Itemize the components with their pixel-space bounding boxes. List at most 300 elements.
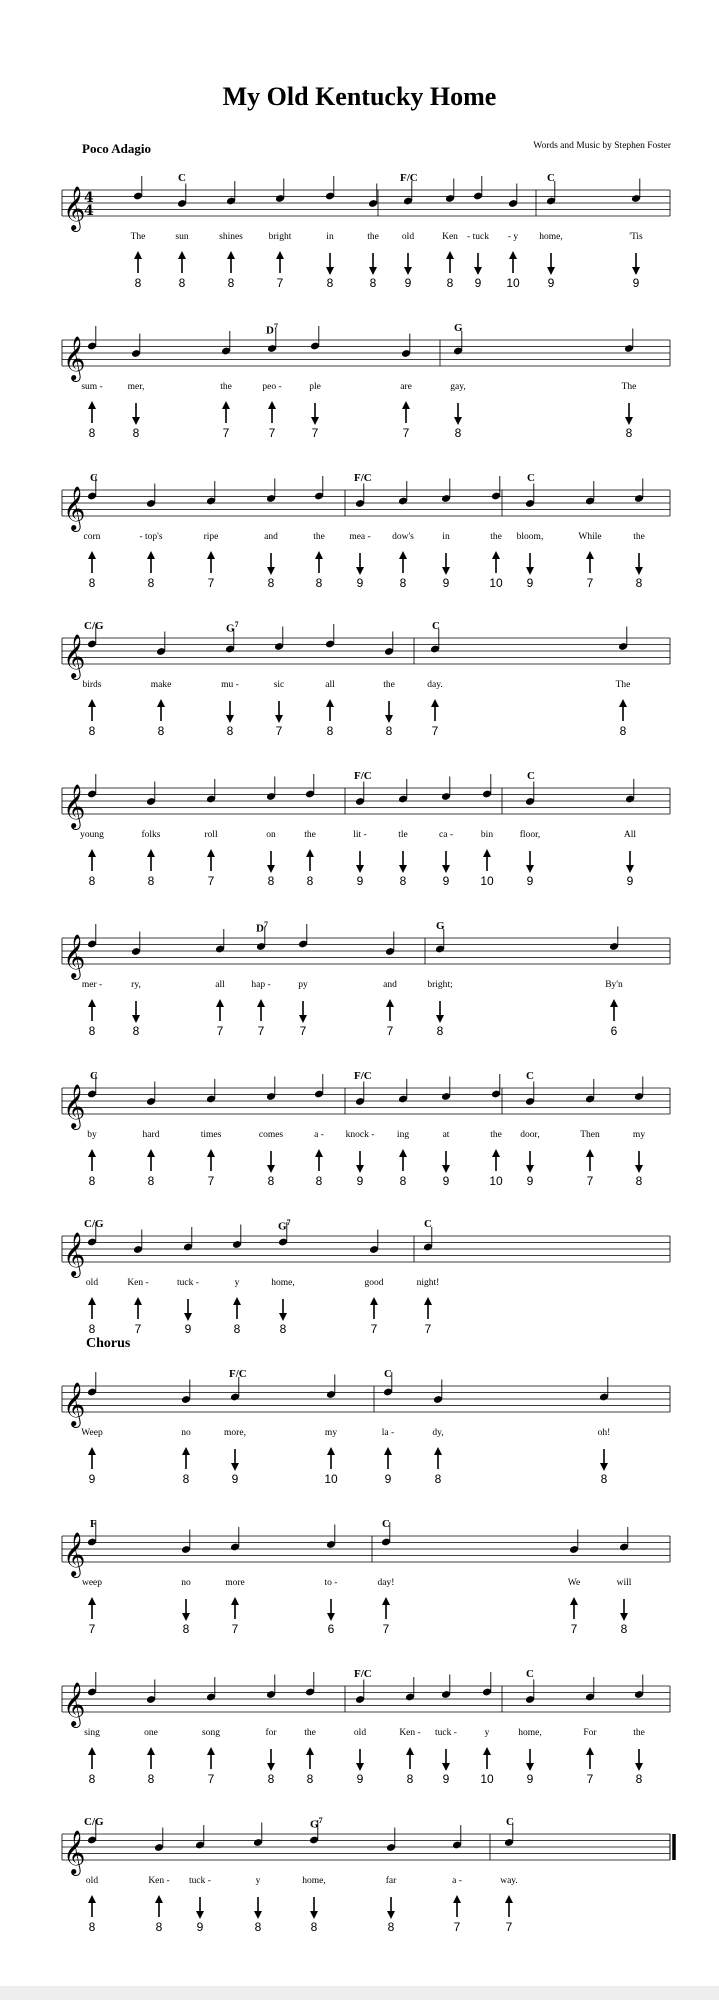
lyric-syllable: bright	[268, 232, 292, 242]
harmonica-hole-number: 7	[453, 1920, 461, 1934]
lyric-syllable: tuck -	[189, 1876, 211, 1886]
chord-symbol: C	[90, 472, 98, 484]
lyric-syllable: way.	[500, 1876, 518, 1886]
blow-arrow-icon	[306, 849, 314, 857]
time-signature: 4	[84, 190, 94, 206]
harmonica-hole-number: 8	[446, 276, 454, 290]
lyric-syllable: ple	[309, 382, 321, 392]
blow-arrow-icon	[370, 1297, 378, 1305]
staff-system	[0, 470, 719, 620]
staff-svg	[0, 470, 719, 620]
harmonica-hole-number: 9	[526, 1174, 534, 1188]
draw-arrow-icon	[231, 1463, 239, 1471]
chord-symbol: F/C	[354, 1070, 372, 1082]
harmonica-hole-number: 9	[474, 276, 482, 290]
time-signature: 4	[84, 203, 94, 219]
harmonica-hole-number: 8	[88, 1772, 96, 1786]
harmonica-hole-number: 7	[311, 426, 319, 440]
draw-arrow-icon	[526, 567, 534, 575]
harmonica-hole-number: 8	[88, 1024, 96, 1038]
staff-system	[0, 768, 719, 918]
treble-clef-icon: 𝄞	[63, 1830, 86, 1874]
blow-arrow-icon	[207, 1149, 215, 1157]
lyric-syllable: all	[215, 980, 225, 990]
blow-arrow-icon	[586, 551, 594, 559]
lyric-syllable: y	[234, 1278, 240, 1288]
blow-arrow-icon	[610, 999, 618, 1007]
draw-arrow-icon	[526, 865, 534, 873]
lyric-syllable: old	[353, 1728, 367, 1738]
blow-arrow-icon	[257, 999, 265, 1007]
lyric-syllable: ca -	[439, 830, 453, 840]
harmonica-hole-number: 8	[182, 1622, 190, 1636]
lyric-syllable: y	[255, 1876, 261, 1886]
harmonica-hole-number: 7	[586, 576, 594, 590]
harmonica-hole-number: 9	[196, 1920, 204, 1934]
draw-arrow-icon	[356, 567, 364, 575]
harmonica-hole-number: 7	[402, 426, 410, 440]
lyric-syllable: the	[383, 680, 395, 690]
lyric-syllable: dy,	[432, 1428, 444, 1438]
harmonica-hole-number: 7	[586, 1174, 594, 1188]
harmonica-hole-number: 8	[406, 1772, 414, 1786]
tempo-marking: Poco Adagio	[82, 141, 151, 156]
chord-symbol: F/C	[229, 1368, 247, 1380]
composer-credit: Words and Music by Stephen Foster	[533, 141, 671, 151]
harmonica-hole-number: 7	[257, 1024, 265, 1038]
harmonica-hole-number: 9	[526, 1772, 534, 1786]
draw-arrow-icon	[327, 1613, 335, 1621]
staff-svg	[0, 1814, 719, 1964]
draw-arrow-icon	[632, 267, 640, 275]
blow-arrow-icon	[453, 1895, 461, 1903]
harmonica-hole-number: 8	[620, 1622, 628, 1636]
draw-arrow-icon	[635, 1165, 643, 1173]
lyric-syllable: ripe	[203, 532, 219, 542]
lyric-syllable: - y	[507, 232, 519, 242]
lyric-syllable: sic	[273, 680, 285, 690]
blow-arrow-icon	[406, 1747, 414, 1755]
harmonica-hole-number: 8	[88, 874, 96, 888]
harmonica-hole-number: 8	[88, 426, 96, 440]
chord-symbol: C	[527, 472, 535, 484]
blow-arrow-icon	[88, 1747, 96, 1755]
harmonica-hole-number: 7	[586, 1772, 594, 1786]
lyric-syllable: the	[367, 232, 379, 242]
lyric-syllable: in	[442, 532, 450, 542]
lyric-syllable: one	[144, 1728, 158, 1738]
staff-system	[0, 918, 719, 1068]
lyric-syllable: will	[616, 1578, 632, 1588]
lyric-syllable: the	[490, 532, 502, 542]
lyric-syllable: py	[298, 980, 308, 990]
treble-clef-icon: 𝄞	[63, 1532, 86, 1576]
blow-arrow-icon	[384, 1447, 392, 1455]
lyric-syllable: la -	[381, 1428, 395, 1438]
harmonica-hole-number: 8	[600, 1472, 608, 1486]
lyric-syllable: the	[220, 382, 232, 392]
treble-clef-icon: 𝄞	[63, 784, 86, 828]
draw-arrow-icon	[310, 1911, 318, 1919]
blow-arrow-icon	[619, 699, 627, 707]
harmonica-hole-number: 9	[356, 1772, 364, 1786]
lyric-syllable: sing	[84, 1728, 100, 1738]
chord-symbol: G	[454, 322, 463, 334]
treble-clef-icon: 𝄞	[63, 1382, 86, 1426]
harmonica-hole-number: 9	[356, 1174, 364, 1188]
blow-arrow-icon	[306, 1747, 314, 1755]
draw-arrow-icon	[442, 1165, 450, 1173]
draw-arrow-icon	[356, 1165, 364, 1173]
lyric-syllable: day.	[427, 680, 443, 690]
lyric-syllable: Ken	[442, 232, 458, 242]
lyric-syllable: mu -	[221, 680, 239, 690]
chorus-label: Chorus	[86, 1336, 131, 1351]
staff-svg	[0, 618, 719, 768]
harmonica-hole-number: 9	[184, 1322, 192, 1336]
draw-arrow-icon	[442, 865, 450, 873]
harmonica-hole-number: 8	[306, 1772, 314, 1786]
draw-arrow-icon	[184, 1313, 192, 1321]
harmonica-hole-number: 8	[147, 1772, 155, 1786]
lyric-syllable: mer,	[127, 382, 145, 392]
draw-arrow-icon	[626, 865, 634, 873]
lyric-syllable: Then	[580, 1130, 600, 1140]
lyric-syllable: home,	[518, 1728, 542, 1738]
draw-arrow-icon	[369, 267, 377, 275]
chord-symbol: F/C	[400, 172, 418, 184]
draw-arrow-icon	[635, 1763, 643, 1771]
draw-arrow-icon	[267, 1165, 275, 1173]
harmonica-hole-number: 8	[369, 276, 377, 290]
blow-arrow-icon	[147, 1747, 155, 1755]
harmonica-hole-number: 8	[132, 1024, 140, 1038]
blow-arrow-icon	[586, 1149, 594, 1157]
lyric-syllable: in	[326, 232, 334, 242]
chord-symbol: $G^7$	[226, 620, 239, 635]
draw-arrow-icon	[404, 267, 412, 275]
harmonica-hole-number: 8	[326, 724, 334, 738]
chord-symbol: C	[547, 172, 555, 184]
chord-symbol: F/C	[354, 472, 372, 484]
harmonica-hole-number: 8	[619, 724, 627, 738]
lyric-syllable: no	[181, 1428, 191, 1438]
draw-arrow-icon	[254, 1911, 262, 1919]
lyric-syllable: more,	[224, 1428, 246, 1438]
lyric-syllable: hard	[142, 1130, 160, 1140]
draw-arrow-icon	[526, 1763, 534, 1771]
harmonica-hole-number: 7	[207, 874, 215, 888]
harmonica-hole-number: 8	[254, 1920, 262, 1934]
lyric-syllable: Ken -	[399, 1728, 421, 1738]
treble-clef-icon: 𝄞	[63, 186, 86, 230]
harmonica-hole-number: 8	[88, 1920, 96, 1934]
lyric-syllable: more	[225, 1578, 245, 1588]
staff-system	[0, 170, 719, 320]
harmonica-hole-number: 9	[442, 576, 450, 590]
lyric-syllable: comes	[258, 1130, 284, 1140]
draw-arrow-icon	[547, 267, 555, 275]
harmonica-hole-number: 10	[489, 1174, 503, 1188]
harmonica-hole-number: 7	[88, 1622, 96, 1636]
blow-arrow-icon	[178, 251, 186, 259]
harmonica-hole-number: 7	[207, 576, 215, 590]
harmonica-hole-number: 8	[625, 426, 633, 440]
treble-clef-icon: 𝄞	[63, 1232, 86, 1276]
chord-symbol: C/G	[84, 1218, 104, 1230]
harmonica-hole-number: 7	[386, 1024, 394, 1038]
harmonica-hole-number: 7	[570, 1622, 578, 1636]
lyric-syllable: tuck -	[177, 1278, 199, 1288]
blow-arrow-icon	[207, 551, 215, 559]
draw-arrow-icon	[454, 417, 462, 425]
chord-symbol: C	[526, 1070, 534, 1082]
footer-bar	[0, 1986, 719, 2000]
lyric-syllable: mea -	[349, 532, 371, 542]
draw-arrow-icon	[387, 1911, 395, 1919]
harmonica-hole-number: 8	[399, 874, 407, 888]
blow-arrow-icon	[134, 1297, 142, 1305]
blow-arrow-icon	[268, 401, 276, 409]
harmonica-hole-number: 7	[382, 1622, 390, 1636]
draw-arrow-icon	[526, 1165, 534, 1173]
draw-arrow-icon	[275, 715, 283, 723]
chord-symbol: C	[384, 1368, 392, 1380]
blow-arrow-icon	[155, 1895, 163, 1903]
lyric-syllable: birds	[82, 680, 102, 690]
lyric-syllable: folks	[141, 830, 161, 840]
chord-symbol: C	[90, 1070, 98, 1082]
lyric-syllable: 'Tis	[629, 232, 643, 242]
blow-arrow-icon	[431, 699, 439, 707]
harmonica-hole-number: 8	[306, 874, 314, 888]
draw-arrow-icon	[442, 567, 450, 575]
blow-arrow-icon	[386, 999, 394, 1007]
harmonica-hole-number: 8	[134, 276, 142, 290]
lyric-syllable: bright;	[427, 980, 453, 990]
treble-clef-icon: 𝄞	[63, 336, 86, 380]
lyric-syllable: bin	[480, 830, 494, 840]
lyric-syllable: ry,	[131, 980, 141, 990]
lyric-syllable: tle	[398, 830, 408, 840]
chord-symbol: C	[382, 1518, 390, 1530]
blow-arrow-icon	[227, 251, 235, 259]
lyric-syllable: shines	[219, 232, 243, 242]
harmonica-hole-number: 7	[424, 1322, 432, 1336]
staff-system	[0, 618, 719, 768]
chord-symbol: C/G	[84, 620, 104, 632]
lyric-syllable: By'n	[605, 980, 623, 990]
draw-arrow-icon	[267, 865, 275, 873]
staff-system	[0, 1366, 719, 1516]
lyric-syllable: roll	[204, 830, 218, 840]
blow-arrow-icon	[88, 999, 96, 1007]
draw-arrow-icon	[279, 1313, 287, 1321]
harmonica-hole-number: 8	[387, 1920, 395, 1934]
draw-arrow-icon	[635, 567, 643, 575]
harmonica-hole-number: 8	[267, 1174, 275, 1188]
lyric-syllable: all	[325, 680, 335, 690]
blow-arrow-icon	[315, 551, 323, 559]
lyric-syllable: old	[85, 1278, 99, 1288]
harmonica-hole-number: 9	[356, 576, 364, 590]
harmonica-hole-number: 8	[267, 1772, 275, 1786]
harmonica-hole-number: 8	[315, 576, 323, 590]
blow-arrow-icon	[147, 849, 155, 857]
blow-arrow-icon	[315, 1149, 323, 1157]
lyric-syllable: home,	[271, 1278, 295, 1288]
lyric-syllable: sun	[175, 232, 189, 242]
lyric-syllable: While	[578, 532, 602, 542]
treble-clef-icon: 𝄞	[63, 934, 86, 978]
draw-arrow-icon	[132, 417, 140, 425]
lyric-syllable: and	[264, 532, 278, 542]
harmonica-hole-number: 7	[231, 1622, 239, 1636]
staff-svg	[0, 1666, 719, 1816]
harmonica-hole-number: 9	[547, 276, 555, 290]
harmonica-hole-number: 8	[147, 576, 155, 590]
lyric-syllable: dow's	[392, 532, 414, 542]
lyric-syllable: the	[304, 1728, 316, 1738]
chord-symbol: C	[526, 1668, 534, 1680]
staff-svg	[0, 1516, 719, 1666]
lyric-syllable: - tuck	[467, 232, 489, 242]
lyric-syllable: the	[304, 830, 316, 840]
draw-arrow-icon	[356, 1763, 364, 1771]
harmonica-hole-number: 8	[227, 276, 235, 290]
treble-clef-icon: 𝄞	[63, 634, 86, 678]
lyric-syllable: gay,	[450, 382, 466, 392]
harmonica-hole-number: 9	[526, 874, 534, 888]
blow-arrow-icon	[88, 1895, 96, 1903]
chord-symbol: C	[527, 770, 535, 782]
lyric-syllable: a -	[452, 1876, 462, 1886]
harmonica-hole-number: 7	[275, 724, 283, 738]
lyric-syllable: my	[324, 1428, 338, 1438]
harmonica-hole-number: 10	[480, 1772, 494, 1786]
draw-arrow-icon	[311, 417, 319, 425]
lyric-syllable: times	[200, 1130, 222, 1140]
draw-arrow-icon	[132, 1015, 140, 1023]
harmonica-hole-number: 8	[399, 1174, 407, 1188]
lyric-syllable: home,	[539, 232, 563, 242]
lyric-syllable: day!	[377, 1578, 395, 1588]
draw-arrow-icon	[600, 1463, 608, 1471]
blow-arrow-icon	[483, 849, 491, 857]
harmonica-hole-number: 10	[506, 276, 520, 290]
lyric-syllable: bloom,	[516, 532, 544, 542]
lyric-syllable: The	[130, 232, 146, 242]
harmonica-hole-number: 8	[385, 724, 393, 738]
blow-arrow-icon	[509, 251, 517, 259]
staff-system	[0, 1068, 719, 1218]
song-title: My Old Kentucky Home	[222, 82, 497, 111]
blow-arrow-icon	[446, 251, 454, 259]
harmonica-hole-number: 7	[299, 1024, 307, 1038]
draw-arrow-icon	[474, 267, 482, 275]
harmonica-hole-number: 8	[233, 1322, 241, 1336]
harmonica-hole-number: 7	[207, 1174, 215, 1188]
lyric-syllable: peo -	[262, 382, 282, 392]
harmonica-hole-number: 7	[276, 276, 284, 290]
lyric-syllable: Weep	[81, 1428, 103, 1438]
harmonica-hole-number: 8	[635, 576, 643, 590]
lyric-syllable: old	[401, 232, 415, 242]
blow-arrow-icon	[402, 401, 410, 409]
lyric-syllable: knock -	[345, 1130, 375, 1140]
harmonica-hole-number: 8	[88, 724, 96, 738]
harmonica-hole-number: 9	[356, 874, 364, 888]
lyric-syllable: The	[615, 680, 631, 690]
lyric-syllable: old	[85, 1876, 99, 1886]
draw-arrow-icon	[267, 567, 275, 575]
draw-arrow-icon	[625, 417, 633, 425]
lyric-syllable: the	[490, 1130, 502, 1140]
blow-arrow-icon	[424, 1297, 432, 1305]
blow-arrow-icon	[147, 551, 155, 559]
harmonica-hole-number: 9	[88, 1472, 96, 1486]
blow-arrow-icon	[207, 849, 215, 857]
blow-arrow-icon	[492, 1149, 500, 1157]
draw-arrow-icon	[196, 1911, 204, 1919]
blow-arrow-icon	[570, 1597, 578, 1605]
harmonica-hole-number: 8	[182, 1472, 190, 1486]
lyric-syllable: lit -	[353, 830, 367, 840]
lyric-syllable: my	[632, 1130, 646, 1140]
harmonica-hole-number: 8	[454, 426, 462, 440]
lyric-syllable: the	[633, 532, 645, 542]
blow-arrow-icon	[88, 1597, 96, 1605]
harmonica-hole-number: 8	[226, 724, 234, 738]
harmonica-hole-number: 8	[315, 1174, 323, 1188]
harmonica-hole-number: 7	[268, 426, 276, 440]
lyric-syllable: home,	[302, 1876, 326, 1886]
harmonica-hole-number: 7	[216, 1024, 224, 1038]
lyric-syllable: the	[633, 1728, 645, 1738]
lyric-syllable: far	[385, 1876, 397, 1886]
harmonica-hole-number: 7	[134, 1322, 142, 1336]
harmonica-hole-number: 8	[155, 1920, 163, 1934]
draw-arrow-icon	[356, 865, 364, 873]
staff-system	[0, 1814, 719, 1964]
lyric-syllable: hap -	[251, 980, 271, 990]
staff-system	[0, 1516, 719, 1666]
treble-clef-icon: 𝄞	[63, 1084, 86, 1128]
harmonica-hole-number: 9	[626, 874, 634, 888]
harmonica-hole-number: 8	[399, 576, 407, 590]
chord-symbol: $D^7$	[256, 920, 268, 935]
blow-arrow-icon	[88, 551, 96, 559]
chord-symbol: C/G	[84, 1816, 104, 1828]
harmonica-hole-number: 8	[326, 276, 334, 290]
blow-arrow-icon	[382, 1597, 390, 1605]
staff-system	[0, 320, 719, 470]
harmonica-hole-number: 7	[505, 1920, 513, 1934]
blow-arrow-icon	[483, 1747, 491, 1755]
lyric-syllable: door,	[520, 1130, 540, 1140]
draw-arrow-icon	[182, 1613, 190, 1621]
lyric-syllable: a -	[314, 1130, 324, 1140]
harmonica-hole-number: 9	[442, 874, 450, 888]
harmonica-hole-number: 9	[384, 1472, 392, 1486]
harmonica-hole-number: 9	[442, 1174, 450, 1188]
blow-arrow-icon	[231, 1597, 239, 1605]
blow-arrow-icon	[399, 1149, 407, 1157]
lyric-syllable: corn	[83, 532, 101, 542]
draw-arrow-icon	[267, 1763, 275, 1771]
lyric-syllable: - top's	[139, 532, 163, 542]
lyric-syllable: and	[383, 980, 397, 990]
